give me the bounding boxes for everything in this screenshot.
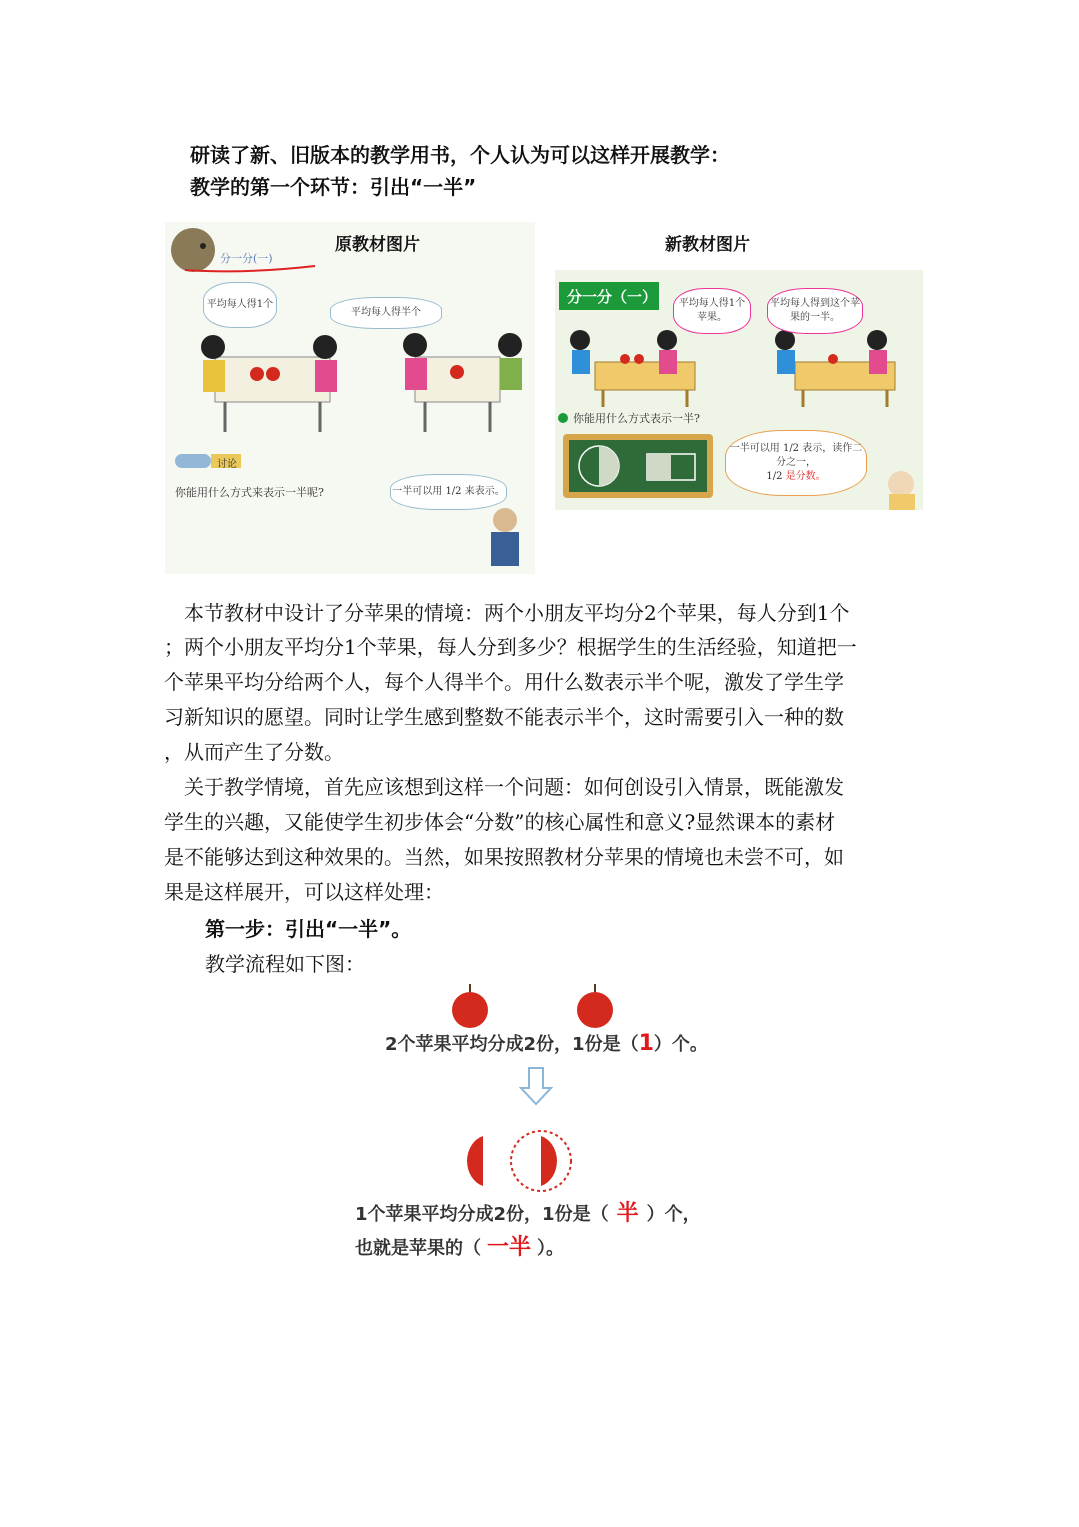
flow-answer-3: 一半 — [487, 1235, 532, 1260]
flow-line-3 — [355, 1230, 564, 1261]
flow-answer-1: 1 — [638, 1031, 654, 1056]
new-answer-bubble — [725, 430, 867, 496]
new-bubble-2: 平均每人得到这个苹果的一半。 — [767, 288, 863, 334]
flow-line-2-suffix: ）个， — [646, 1204, 701, 1225]
flow-line-1-suffix: ）个。 — [653, 1034, 708, 1055]
down-arrow-icon — [521, 1068, 551, 1104]
flow-line-2-prefix: 1个苹果平均分成2份，1份是（ — [355, 1204, 609, 1225]
old-textbook-illustration — [165, 222, 535, 574]
old-textbook-title: 原教材图片 — [335, 235, 420, 255]
paragraph-line: 本节教材中设计了分苹果的情境：两个小朋友平均分2个苹果，每人分到1个 — [164, 601, 850, 625]
new-textbook-title: 新教材图片 — [665, 235, 750, 255]
paragraph-line: 习新知识的愿望。同时让学生感到整数不能表示半个，这时需要引入一种的数 — [164, 705, 844, 729]
paragraph-line: 果是这样展开，可以这样处理： — [164, 880, 444, 904]
flow-line-2 — [355, 1196, 701, 1227]
old-discuss-label: 讨论 — [217, 459, 237, 470]
paragraph-line: ；两个小朋友平均分1个苹果，每人分到多少？根据学生的生活经验，知道把一 — [164, 635, 857, 659]
paragraph-line: 个苹果平均分给两个人，每个人得半个。用什么数表示半个呢，激发了学生学 — [164, 670, 844, 694]
paragraph-line: 关于教学情境，首先应该想到这样一个问题：如何创设引入情景，既能激发 — [164, 775, 844, 799]
whole-apple-icon — [577, 984, 613, 1028]
new-question: 你能用什么方式表示一半? — [573, 412, 700, 425]
flow-line-1-prefix: 2个苹果平均分成2份，1份是（ — [385, 1034, 639, 1055]
new-textbook-panel — [555, 222, 923, 512]
paragraph-line: 学生的兴趣，又能使学生初步体会“分数”的核心属性和意义?显然课本的素材 — [164, 810, 836, 834]
new-answer-b: 表示，读作二分之一， — [776, 443, 863, 468]
whole-apple-icon — [452, 984, 488, 1028]
textbook-comparison-figure — [165, 222, 923, 574]
new-answer-c: 是分数。 — [785, 471, 826, 482]
new-answer-frac-2: 1/2 — [766, 471, 783, 482]
flow-intro: 教学流程如下图： — [205, 952, 365, 976]
old-answer-bubble: 一半可以用 1/2 来表示。 — [390, 474, 507, 510]
intro-heading-2: 教学的第一个环节：引出“一半” — [190, 175, 477, 199]
flow-line-3-suffix: ）。 — [537, 1238, 565, 1259]
flow-line-1 — [385, 1030, 708, 1056]
old-textbook-panel — [165, 222, 535, 574]
new-answer-a: 一半可以用 — [729, 443, 780, 454]
old-bubble-1: 平均每人得1个 — [203, 282, 277, 328]
teaching-flow-diagram — [355, 980, 775, 1260]
paragraph-line: 是不能够达到这种效果的。当然，如果按照教材分苹果的情境也未尝不可，如 — [164, 845, 844, 869]
old-section-tab: 分一分(一) — [220, 252, 273, 265]
flow-answer-2: 半 — [616, 1201, 639, 1226]
half-apple-icon — [541, 1136, 557, 1186]
new-section-tab: 分一分（一） — [567, 288, 658, 306]
old-question: 你能用什么方式来表示一半呢? — [175, 486, 324, 499]
new-bubble-1: 平均每人得1个苹果。 — [673, 288, 751, 334]
old-bubble-2: 平均每人得半个 — [330, 297, 442, 329]
paragraph-line: ，从而产生了分数。 — [164, 740, 344, 764]
new-answer-frac: 1/2 — [782, 443, 800, 454]
step-heading: 第一步：引出“一半”。 — [205, 917, 412, 941]
half-apple-icon — [467, 1136, 483, 1186]
flow-line-3-prefix: 也就是苹果的（ — [355, 1238, 481, 1259]
intro-heading-1: 研读了新、旧版本的教学用书，个人认为可以这样开展教学： — [190, 143, 730, 167]
